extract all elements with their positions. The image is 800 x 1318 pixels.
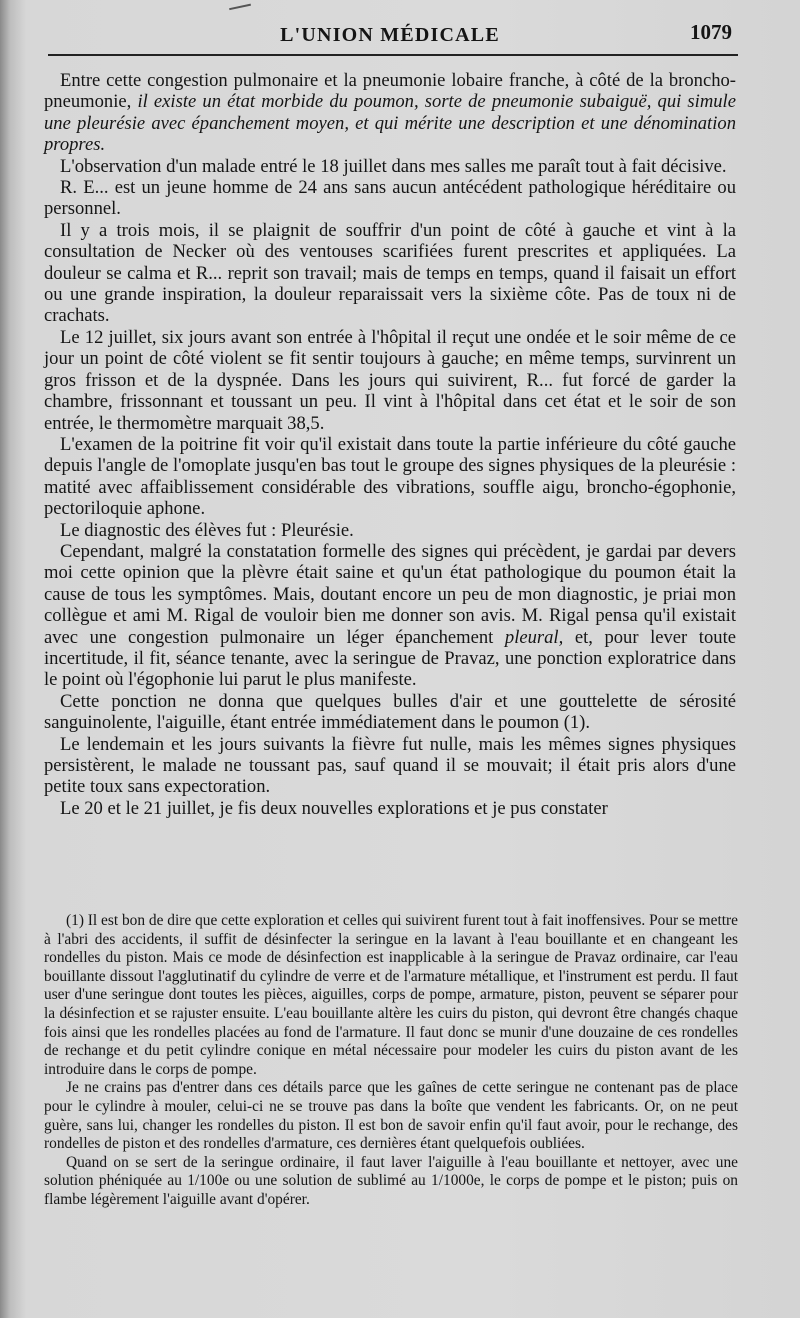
paragraph: [44, 541, 736, 691]
footnote-paragraph: Quand on se sert de la seringue ordinaire, il faut laver l'aiguille à l'eau bouillante et nettoyer, avec une solution phéniquée au 1/100e ou une solution de sublimé au 1/1000e, le corps de pompe et le piston; puis on flambe légèrement l'aiguille avant d'opérer.: [44, 1153, 738, 1208]
paragraph: Il y a trois mois, il se plaignit de souffrir d'un point de côté à gauche et vint à la consultation de Necker où des ventouses scarifiées furent prescrites et appliquées. La douleur se calma et R... reprit son travail; mais de temps en temps, quand il faisait un effort ou une grande inspiration, la douleur reparaissait vers la sixième côte. Pas de toux ni de crachats.: [44, 219, 736, 327]
footnote-paragraph: (1) Il est bon de dire que cette exploration et celles qui suivirent furent tout à fait inoffensives. Pour se mettre à l'abri des accidents, il suffit de désinfecter la seringue en la lavant à l'eau bouillante et en changeant les rondelles du piston. Mais ce mode de désinfection est inapplicable à la seringue de Pravaz ordinaire, car l'eau bouillante dissout l'agglutinatif du cylindre de verre et de l'armature métallique, et l'instrument est perdu. Il faut user d'une seringue dont toutes les pièces, aiguilles, corps de pompe, armature, piston, peuvent se séparer pour la désinfection et se rajuster ensuite. L'eau bouillante altère les cuirs du piston, qui devront être changés chaque fois ainsi que les rondelles placées au fond de l'armature. Il faut donc se munir d'une douzaine de ces rondelles de rechange et du petit cylindre conique en métal nécessaire pour modeler les cuirs du piston avant de les introduire dans le corps de pompe.: [44, 912, 738, 1078]
running-title: L'UNION MÉDICALE: [280, 24, 500, 46]
page-number: 1079: [690, 20, 732, 44]
paragraph: R. E... est un jeune homme de 24 ans sans aucun antécédent pathologique héréditaire ou personnel.: [44, 177, 736, 220]
paragraph: L'examen de la poitrine fit voir qu'il existait dans toute la partie inférieure du côté gauche depuis l'angle de l'omoplate jusqu'en bas tout le groupe des signes physiques de la pleurésie : matité avec affaiblissement considérable des vibrations, souffle aigu, broncho-égophonie, pectoriloquie aphone.: [44, 433, 736, 520]
italic-text-run: pleural,: [504, 626, 564, 648]
ink-mark: [227, 0, 251, 10]
italic-text-run: il existe un état morbide du poumon, sorte de pneumonie subaiguë, qui simule une pleurésie avec épanchement moyen, et qui mérite une description et une dénomination propres.: [44, 91, 736, 156]
text-run: Cependant, malgré la constatation formelle des signes qui précèdent, je gardai par devers moi cette opinion que la plèvre était saine et qu'un état pathologique du poumon était la cause de tous les symptômes. Mais, doutant encore un peu de mon diagnostic, je priai mon collègue et ami M. Rigal de vouloir bien me donner son avis. M. Rigal pensa qu'il existait avec une congestion pulmonaire un léger épanchement: [44, 540, 736, 648]
text-run: Entre cette congestion pulmonaire et la pneumonie lobaire franche, à côté de la broncho-pneumonie,: [44, 70, 736, 113]
article-body: [44, 70, 736, 819]
footnote-paragraph: Je ne crains pas d'entrer dans ces détails parce que les gaînes de cette seringue ne contenant pas de place pour le cylindre à mouler, celui-ci ne se trouve pas dans la boîte que vendent les fabricants. Or, on ne peut guère, sans lui, changer les rondelles du piston. Il est bon de savoir enfin qu'il faut avoir, pour le rechange, des rondelles de piston et des rondelles d'armature, ces dernières étant quelquefois oubliées.: [44, 1079, 738, 1153]
page-header: [44, 22, 736, 52]
paragraph: Le lendemain et les jours suivants la fièvre fut nulle, mais les mêmes signes physiques persistèrent, le malade ne toussant pas, sauf quand il se mouvait; il était pris alors d'une petite toux sans expectoration.: [44, 733, 736, 798]
paragraph: Cette ponction ne donna que quelques bulles d'air et une gouttelette de sérosité sanguinolente, l'aiguille, étant entrée immédiatement dans le poumon (1).: [44, 690, 736, 734]
text-run: et, pour lever toute incertitude, il fit, séance tenante, avec la seringue de Pravaz, une ponction exploratrice dans le point où l'égophonie lui parut le plus manifeste.: [44, 626, 736, 691]
paragraph: Le diagnostic des élèves fut : Pleurésie.: [60, 519, 354, 541]
footnotes: [44, 912, 738, 1210]
header-rule: [48, 54, 738, 56]
paragraph: Le 20 et le 21 juillet, je fis deux nouvelles explorations et je pus constater: [60, 797, 608, 819]
paragraph: Le 12 juillet, six jours avant son entrée à l'hôpital il reçut une ondée et le soir même de ce jour un point de côté violent se fit sentir toujours à gauche; en même temps, survinrent un gros frisson et de la dyspnée. Dans les jours qui suivirent, R... fut forcé de garder la chambre, frissonnant et toussant un peu. Il vint à l'hôpital dans cet état et le soir de son entrée, le thermomètre marquait 38,5.: [44, 326, 736, 434]
paragraph: L'observation d'un malade entré le 18 juillet dans mes salles me paraît tout à fait décisive.: [60, 155, 727, 177]
paragraph: [44, 70, 736, 156]
